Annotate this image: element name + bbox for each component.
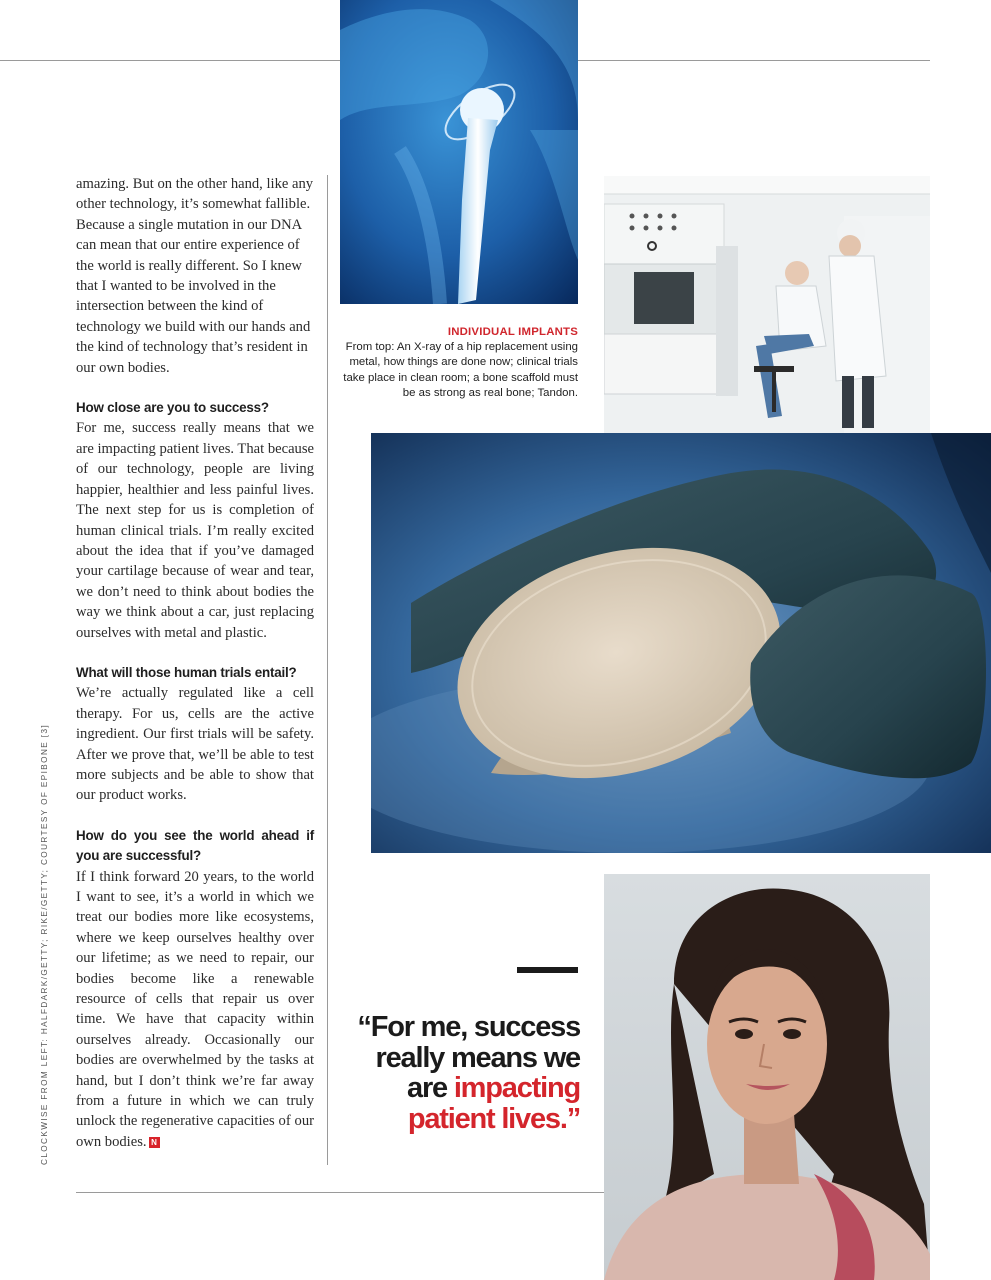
qa-block-2 bbox=[76, 663, 314, 806]
clean-room-photo bbox=[604, 176, 930, 433]
answer-3: If I think forward 20 years, to the world I want to see, it’s a world in which we treat our bodies more like ecosystems, where we keep ourselves healthy over our lifetime; as we need to repair, our bodies become like a renewable resource of cells that repair us over time. We have that capacity within ourselves already. Occasionally our bodies are overwhelmed by the tasks at hand, but I don’t think we’re far away from a future in which we can truly unlock the regenerative capacities of our own bodies. bbox=[76, 868, 314, 1150]
bone-scaffold-photo bbox=[371, 433, 991, 853]
qa-block-1 bbox=[76, 398, 314, 643]
caption-title: INDIVIDUAL IMPLANTS bbox=[447, 326, 578, 338]
pull-quote-text: “For me, success really means we are bbox=[357, 1011, 580, 1104]
end-mark-icon: N bbox=[149, 1137, 160, 1148]
caption-text: From top: An X-ray of a hip replacement using metal, how things are done now; clinical trials take place in clean room; a bone scaffold must be as strong as real bone; Tandon. bbox=[343, 341, 578, 399]
question-2: What will those human trials entail? bbox=[76, 664, 297, 680]
hip-xray-photo bbox=[340, 0, 578, 304]
intro-paragraph: amazing. But on the other hand, like any other technology, it’s somewhat fallible. Because a single mutation in our DNA can mean that our entire experience of the world is really different. So I knew that I wanted to be involved in the intersection between the kind of technology we build with our hands and the kind of technology that’s resident in our own bodies. bbox=[76, 176, 314, 376]
article-body bbox=[76, 174, 314, 1172]
top-rule-left bbox=[0, 60, 340, 61]
column-divider bbox=[327, 175, 328, 1165]
pull-quote-highlight: impacting patient lives. bbox=[407, 1072, 580, 1135]
answer-2: We’re actually regulated like a cell therapy. For us, cells are the active ingredient. Our first trials will be safety. After we prove that, we’ll be able to test more subjects and be able to show that our product works. bbox=[76, 685, 314, 804]
bottom-rule bbox=[76, 1192, 604, 1193]
pull-quote-bar bbox=[517, 967, 578, 973]
photo-caption bbox=[340, 325, 578, 401]
qa-block-3 bbox=[76, 826, 314, 1153]
question-3: How do you see the world ahead if you are successful? bbox=[76, 827, 314, 864]
pull-quote-close: ” bbox=[566, 1102, 580, 1135]
question-1: How close are you to success? bbox=[76, 400, 269, 416]
photo-credit: CLOCKWISE FROM LEFT: HALFDARK/GETTY; RIKE/GETTY; COURTESY OF EPIBONE [3] bbox=[40, 723, 49, 1165]
answer-1: For me, success really means that we are impacting patient lives. That because of our technology, people are living happier, healthier and less painful lives. The next step for us is completion of human clinical trials. I’m really excited about the idea that if you’ve damaged your cartilage because of wear and tear, we don’t need to think about bodies the way we think about a car, just replacing ourselves with metal and plastic. bbox=[76, 420, 315, 641]
pull-quote bbox=[340, 1012, 580, 1134]
tandon-portrait-photo bbox=[604, 874, 930, 1280]
top-rule-right bbox=[578, 60, 930, 61]
